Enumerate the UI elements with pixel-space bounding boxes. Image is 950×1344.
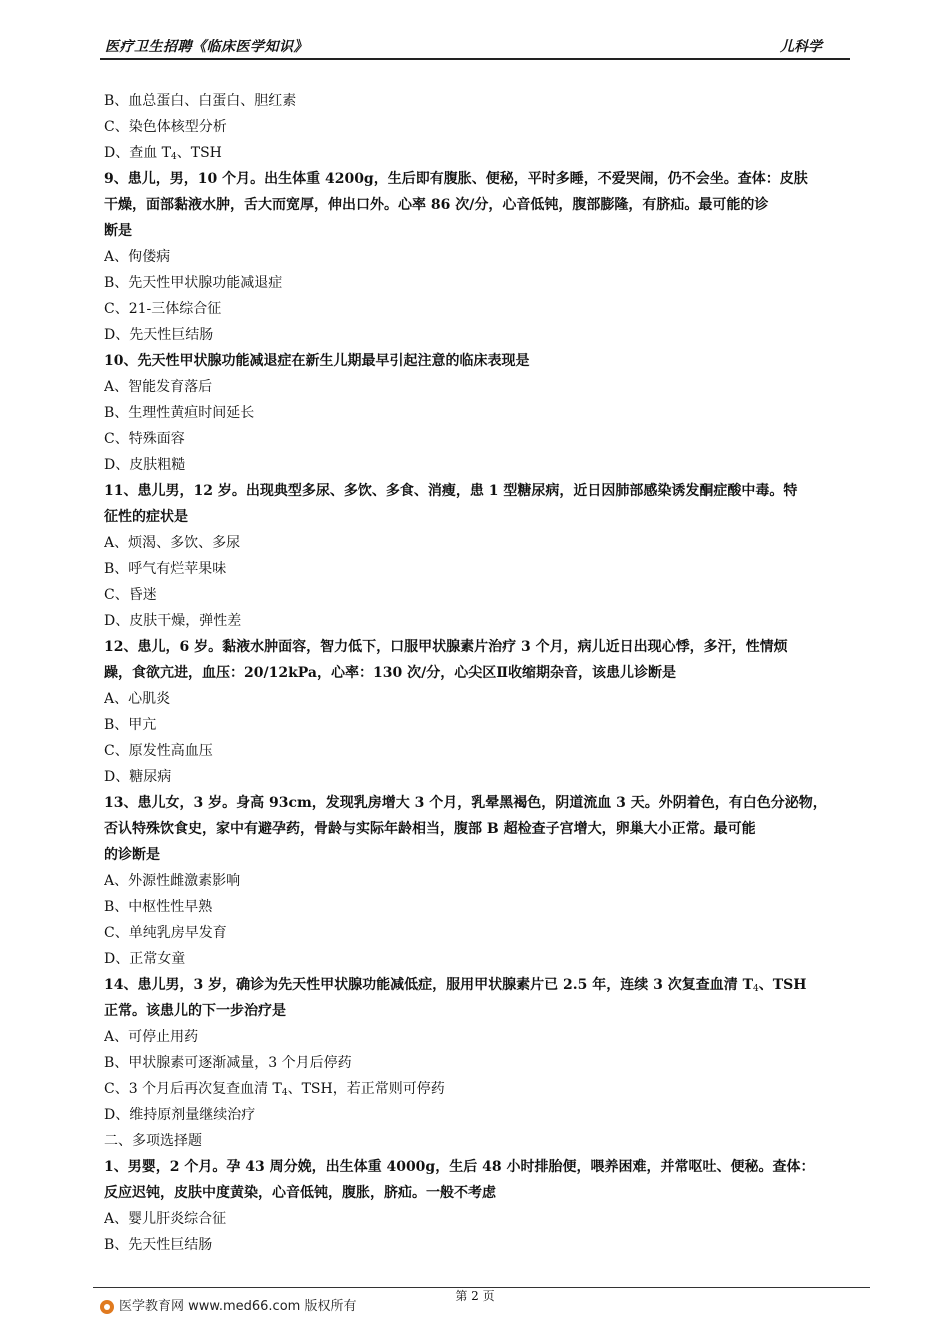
question-line: 干燥，面部黏液水肿，舌大而宽厚，伸出口外。心率 86 次/分，心音低钝，腹部膨隆，有脐疝。最可能的诊 [104, 197, 769, 213]
text-line: D、糖尿病 [104, 769, 172, 785]
text-line: D、皮肤粗糙 [104, 457, 186, 473]
text-line: A、烦渴、多饮、多尿 [104, 535, 241, 551]
text-line: B、甲亢 [104, 717, 157, 733]
question-line: 的诊断是 [104, 847, 160, 863]
text-line: A、婴儿肝炎综合征 [104, 1211, 227, 1227]
header-subject: 儿科学 [780, 39, 822, 55]
header-title: 医疗卫生招聘《临床医学知识》 [105, 39, 308, 55]
text-line: C、3 个月后再次复查血清 $T_4$、TSH，若正常则可停药 [104, 1081, 445, 1098]
text-line: C、特殊面容 [104, 431, 185, 447]
text-line: A、外源性雌激素影响 [104, 873, 241, 889]
question-line: 1、男婴，2 个月。孕 43 周分娩，出生体重 4000g，生后 48 小时排胎便，喂养困难，并常呕吐、便秘。查体： [104, 1159, 815, 1175]
text-line: D、正常女童 [104, 951, 186, 967]
text-line: D、维持原剂量继续治疗 [104, 1107, 256, 1123]
text-line: 二、多项选择题 [104, 1133, 202, 1149]
text-line: C、染色体核型分析 [104, 119, 227, 135]
text-line: D、先天性巨结肠 [104, 327, 214, 343]
question-line: 13、患儿女，3 岁。身高 93cm，发现乳房增大 3 个月，乳晕黑褐色，阴道流血 3 天。外阴着色，有白色分泌物， [104, 795, 827, 811]
question-line: 否认特殊饮食史，家中有避孕药，骨龄与实际年龄相当，腹部 B 超检查子宫增大，卵巢大小正常。最可能 [104, 821, 756, 837]
text-line: A、智能发育落后 [104, 379, 213, 395]
text-line: C、单纯乳房早发育 [104, 925, 227, 941]
question-line: 躁，食欲亢进，血压：20/12kPa，心率：130 次/分，心尖区Ⅱ收缩期杂音，该患儿诊断是 [104, 665, 677, 681]
footer-brand-text: 医学教育网 www.med66.com 版权所有 [119, 1299, 357, 1314]
text-line: C、原发性高血压 [104, 743, 213, 759]
document-body [104, 88, 852, 1258]
text-line: B、中枢性性早熟 [104, 899, 213, 915]
question-line: 征性的症状是 [104, 509, 188, 525]
text-line: B、先天性甲状腺功能减退症 [104, 275, 283, 291]
question-line: 正常。该患儿的下一步治疗是 [104, 1003, 286, 1019]
text-line: D、皮肤干燥，弹性差 [104, 613, 242, 629]
text-line: A、心肌炎 [104, 691, 171, 707]
text-line: B、呼气有烂苹果味 [104, 561, 227, 577]
page-header [100, 36, 850, 60]
text-line: A、佝偻病 [104, 249, 171, 265]
question-line: 11、患儿男，12 岁。出现典型多尿、多饮、多食、消瘦，患 1 型糖尿病，近日因肺部感染诱发酮症酸中毒。特 [104, 483, 798, 499]
question-line: 14、患儿男，3 岁，确诊为先天性甲状腺功能减低症，服用甲状腺素片已 2.5 年，连续 3 次复查血清 $T_4$、TSH [104, 977, 807, 994]
question-line: 断是 [104, 223, 132, 239]
text-line: C、21-三体综合征 [104, 301, 222, 317]
text-line: A、可停止用药 [104, 1029, 199, 1045]
page-number: 第 2 页 [455, 1289, 495, 1303]
text-line: D、查血 $T_4$、TSH [104, 145, 222, 162]
question-line: 12、患儿，6 岁。黏液水肿面容，智力低下，口服甲状腺素片治疗 3 个月，病儿近日出现心悸，多汗，性情烦 [104, 639, 788, 655]
text-line: B、甲状腺素可逐渐减量，3 个月后停药 [104, 1055, 352, 1071]
footer-brand [100, 1298, 356, 1316]
question-line: 10、先天性甲状腺功能减退症在新生儿期最早引起注意的临床表现是 [104, 353, 530, 369]
brand-logo-icon [100, 1300, 114, 1314]
question-line: 反应迟钝，皮肤中度黄染，心音低钝，腹胀，脐疝。一般不考虑 [104, 1185, 496, 1201]
text-line: B、血总蛋白、白蛋白、胆红素 [104, 93, 297, 109]
text-line: C、昏迷 [104, 587, 157, 603]
text-line: B、先天性巨结肠 [104, 1237, 213, 1253]
question-line: 9、患儿，男，10 个月。出生体重 4200g，生后即有腹胀、便秘，平时多睡，不爱哭闹，仍不会坐。查体：皮肤 [104, 171, 808, 187]
text-line: B、生理性黄疸时间延长 [104, 405, 255, 421]
